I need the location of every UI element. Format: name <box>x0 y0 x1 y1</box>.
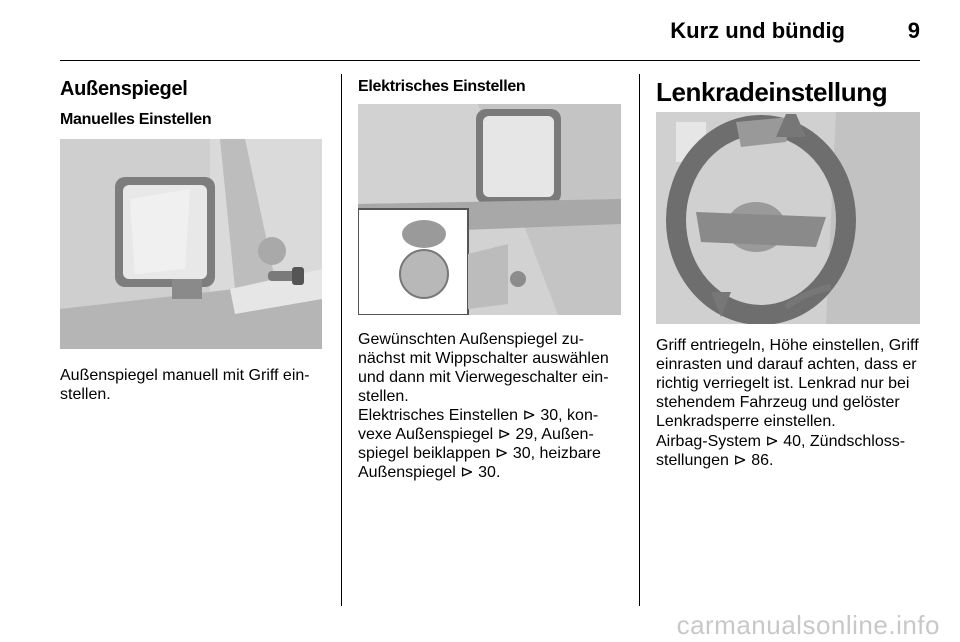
page-number: 9 <box>907 18 920 43</box>
figure-manual-mirror <box>60 139 322 349</box>
paragraph-steering-2: Airbag-System ⊳ 40, Zündschloss-stellungen ⊳ 86. <box>656 433 906 469</box>
figure-electric-mirror <box>358 104 621 315</box>
section-title-aussenspiegel: Außenspiegel <box>60 78 188 100</box>
paragraph-steering-1: Griff entriegeln, Höhe einstellen, Griff einrasten und darauf achten, dass er richtig verriegelt ist. Lenkrad nur bei stehendem Fahrzeug und gelöster Lenkradsperre einstellen. <box>656 337 919 430</box>
column-divider-1 <box>341 74 342 606</box>
running-header-title: Kurz und bündig <box>670 18 845 43</box>
subsection-title-elektrisch: Elektrisches Einstellen <box>358 78 526 95</box>
figure-steering-wheel <box>656 112 920 324</box>
subsection-title-manuell: Manuelles Einstellen <box>60 111 212 128</box>
watermark: carmanualsonline.info <box>676 610 940 640</box>
section-title-lenkrad: Lenkradeinstellung <box>656 77 888 107</box>
paragraph-electric-2: Elektrisches Einstellen ⊳ 30, kon-vexe Außenspiegel ⊳ 29, Außen-spiegel beiklappen ⊳ 30, heizbare Außenspiegel ⊳ 30. <box>358 407 601 481</box>
column-divider-2 <box>639 74 640 606</box>
header-rule <box>60 60 920 61</box>
paragraph-manual-adjust: Außenspiegel manuell mit Griff ein-stellen. <box>60 367 310 403</box>
paragraph-electric-1: Gewünschten Außenspiegel zu-nächst mit Wippschalter auswählen und dann mit Vierwegeschalter ein-stellen. <box>358 331 609 405</box>
